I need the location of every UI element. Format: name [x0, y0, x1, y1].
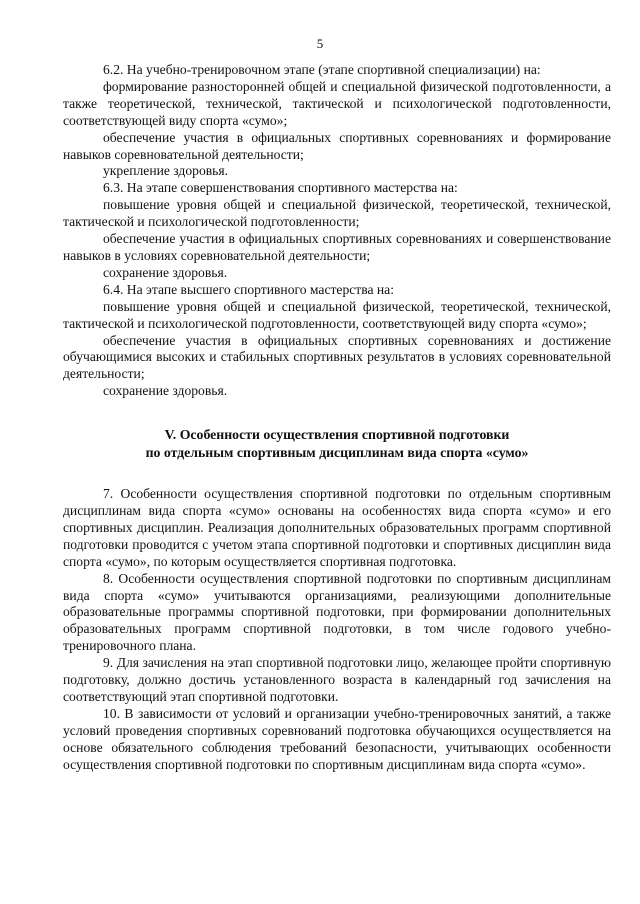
paragraph: обеспечение участия в официальных спортивных соревнованиях и формирование навыков соревновательной деятельности; [63, 129, 611, 162]
paragraph-6-3-heading: 6.3. На этапе совершенствования спортивного мастерства на: [103, 180, 458, 196]
paragraph-9: 9. Для зачисления на этап спортивной подготовки лицо, желающее пройти спортивную подготовку, должно достичь установленного возраста в календарный год зачисления на соответствующий этап спортивной подготовки. [63, 655, 611, 704]
paragraph: формирование разносторонней общей и специальной физической подготовленности, а также теоретической, технической, тактической и психологической подготовленности, соответствующей виду спорта «сумо»; [63, 78, 611, 128]
document-body [63, 62, 611, 774]
section-title-line-1: V. Особенности осуществления спортивной подготовки [164, 427, 510, 443]
paragraph: сохранение здоровья. [103, 264, 228, 280]
paragraph: укрепление здоровья. [103, 163, 229, 179]
paragraph-7: 7. Особенности осуществления спортивной подготовки по отдельным спортивным дисциплинам вида спорта «сумо» основаны на особенностях вида спорта «сумо» и его спортивных дисциплин. Реализация дополнительных образовательных программ спортивной подготовки проводится с учетом этапа спортивной подготовки и спортивных дисциплин вида спорта «сумо», по которым осуществляется спортивная подготовка. [63, 486, 611, 569]
paragraph: сохранение здоровья. [103, 383, 228, 399]
paragraph: обеспечение участия в официальных спортивных соревнованиях и совершенствование навыков в условиях соревновательной деятельности; [63, 231, 611, 263]
paragraph: обеспечение участия в официальных спортивных соревнованиях и достижение обучающимися высоких и стабильных спортивных результатов в условиях соревновательной деятельности; [63, 332, 611, 382]
section-title-line-2: по отдельным спортивным дисциплинам вида спорта «сумо» [145, 445, 529, 461]
paragraph: повышение уровня общей и специальной физической, теоретической, технической, тактической и психологической подготовленности; [63, 197, 611, 230]
paragraph-10: 10. В зависимости от условий и организации учебно-тренировочных занятий, а также условий проведения спортивных соревнований подготовка обучающихся осуществляется на основе обязательного соблюдения требований безопасности, учитывающих особенности осуществления спортивной подготовки по спортивным дисциплинам вида спорта «сумо». [63, 705, 611, 772]
paragraph-8: 8. Особенности осуществления спортивной подготовки по спортивным дисциплинам вида спорта «сумо» учитываются организациями, реализующими дополнительные образовательные программы спортивной подготовки, при формировании дополнительных образовательных программ спортивной подготовки, в том числе годового учебно-тренировочного плана. [63, 570, 611, 654]
paragraph: повышение уровня общей и специальной физической, теоретической, технической, тактической и психологической подготовленности, соответствующей виду спорта «сумо»; [63, 298, 611, 331]
page-number: 5 [316, 36, 324, 51]
section-title [63, 426, 611, 462]
paragraph-6-4-heading: 6.4. На этапе высшего спортивного мастерства на: [103, 281, 394, 297]
paragraph-6-2-heading: 6.2. На учебно-тренировочном этапе (этапе спортивной специализации) на: [103, 62, 541, 77]
